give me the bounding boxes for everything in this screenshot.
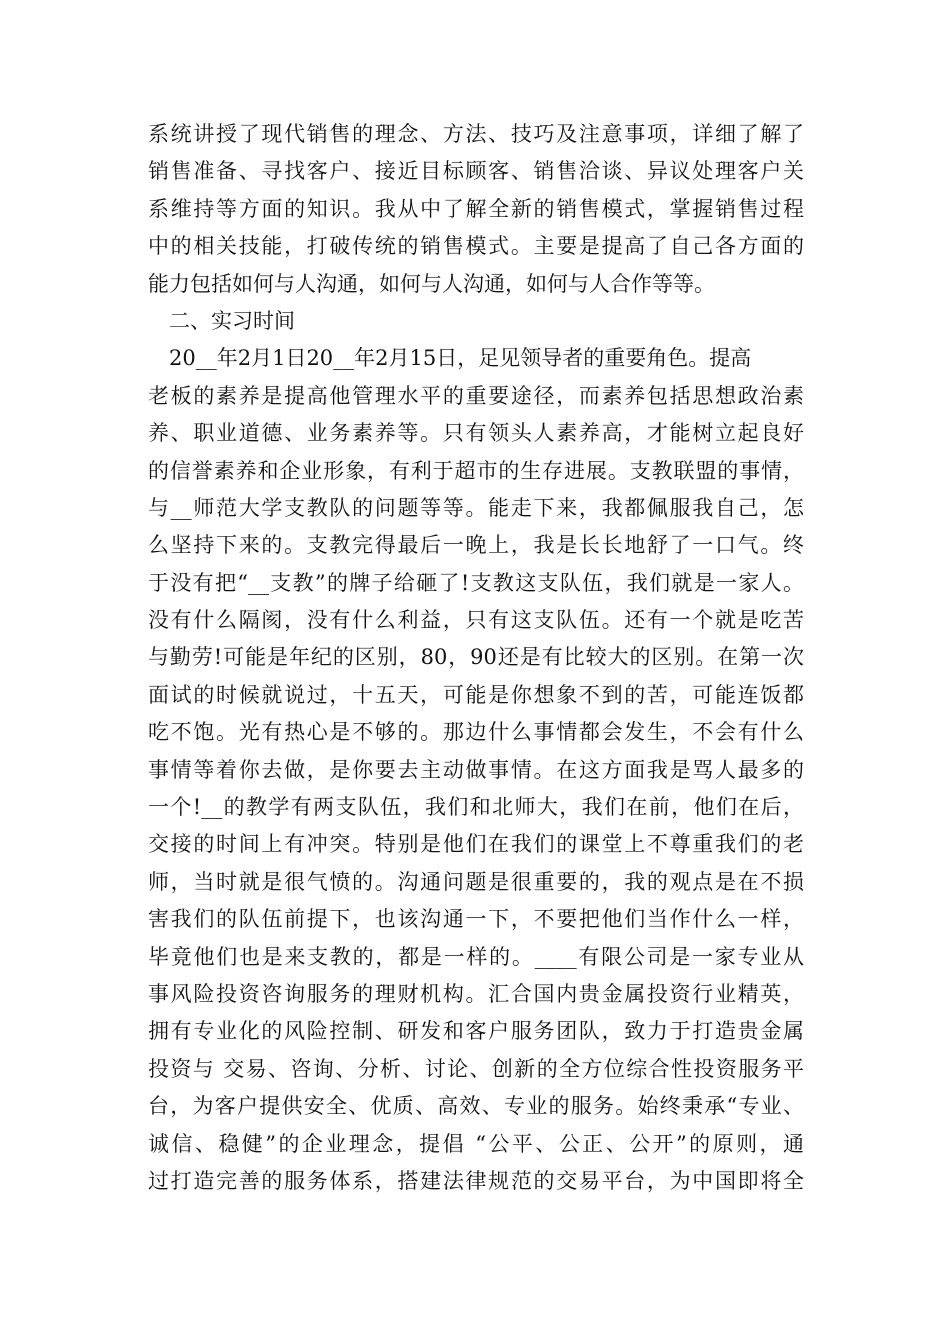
text-line: 一个!__的教学有两支队伍，我们和北师大，我们在前，他们在后，: [148, 795, 804, 820]
text-line: 事风险投资咨询服务的理财机构。汇合国内贵金属投资行业精英，: [148, 981, 804, 1006]
text-line: 师，当时就是很气愤的。沟通问题是很重要的，我的观点是在不损: [148, 869, 804, 894]
text-line: 吃不饱。光有热心是不够的。那边什么事情都会发生，不会有什么: [148, 720, 804, 745]
text-line: 事情等着你去做，是你要去主动做事情。在这方面我是骂人最多的: [148, 757, 804, 782]
text-line: 过打造完善的服务体系，搭建法律规范的交易平台，为中国即将全: [148, 1168, 804, 1193]
text-line: 投资与 交易、咨询、分析、讨论、创新的全方位综合性投资服务平: [148, 1056, 804, 1081]
text-line: 与__师范大学支教队的问题等等。能走下来，我都佩服我自己，怎: [148, 495, 804, 520]
text-line: 老板的素养是提高他管理水平的重要途径，而素养包括思想政治素: [148, 383, 804, 408]
text-line: 20__年2月1日20__年2月15日，足见领导者的重要角色。提高: [169, 346, 752, 371]
text-line: 系维持等方面的知识。我从中了解全新的销售模式，掌握销售过程: [148, 196, 804, 221]
text-line: 销售准备、寻找客户、接近目标顾客、销售洽谈、异议处理客户关: [148, 159, 804, 184]
text-line: 没有什么隔阂，没有什么利益，只有这支队伍。还有一个就是吃苦: [148, 608, 804, 633]
text-line: 毕竟他们也是来支教的，都是一样的。____有限公司是一家专业从: [148, 944, 804, 969]
text-line: 的信誉素养和企业形象，有利于超市的生存进展。支教联盟的事情，: [148, 458, 804, 483]
text-line: 么坚持下来的。支教完得最后一晚上，我是长长地舒了一口气。终: [148, 533, 804, 558]
text-line: 中的相关技能，打破传统的销售模式。主要是提高了自己各方面的: [148, 234, 804, 259]
text-line: 系统讲授了现代销售的理念、方法、技巧及注意事项，详细了解了: [148, 122, 804, 146]
text-line: 养、职业道德、业务素养等。只有领头人素养高，才能树立起良好: [148, 421, 804, 446]
text-line: 诚信、稳健”的企业理念，提倡 “公平、公正、公开”的原则，通: [148, 1131, 804, 1156]
text-line: 能力包括如何与人沟通，如何与人沟通，如何与人合作等等。: [148, 271, 715, 296]
text-line: 交接的时间上有冲突。特别是他们在我们的课堂上不尊重我们的老: [148, 832, 804, 857]
text-line: 拥有专业化的风险控制、研发和客户服务团队，致力于打造贵金属: [148, 1019, 804, 1044]
text-line: 与勤劳!可能是年纪的区别，80，90还是有比较大的区别。在第一次: [148, 645, 804, 670]
text-line: 面试的时候就说过，十五天，可能是你想象不到的苦，可能连饭都: [148, 682, 804, 707]
document-body: [148, 116, 818, 1200]
text-line: 害我们的队伍前提下，也该沟通一下，不要把他们当作什么一样，: [148, 907, 804, 932]
text-line: 台，为客户提供安全、优质、高效、专业的服务。始终秉承“专业、: [148, 1094, 804, 1119]
text-line: 于没有把“__支教”的牌子给砸了!支教这支队伍，我们就是一家人。: [148, 570, 804, 595]
section-heading: 二、实习时间: [169, 308, 295, 333]
